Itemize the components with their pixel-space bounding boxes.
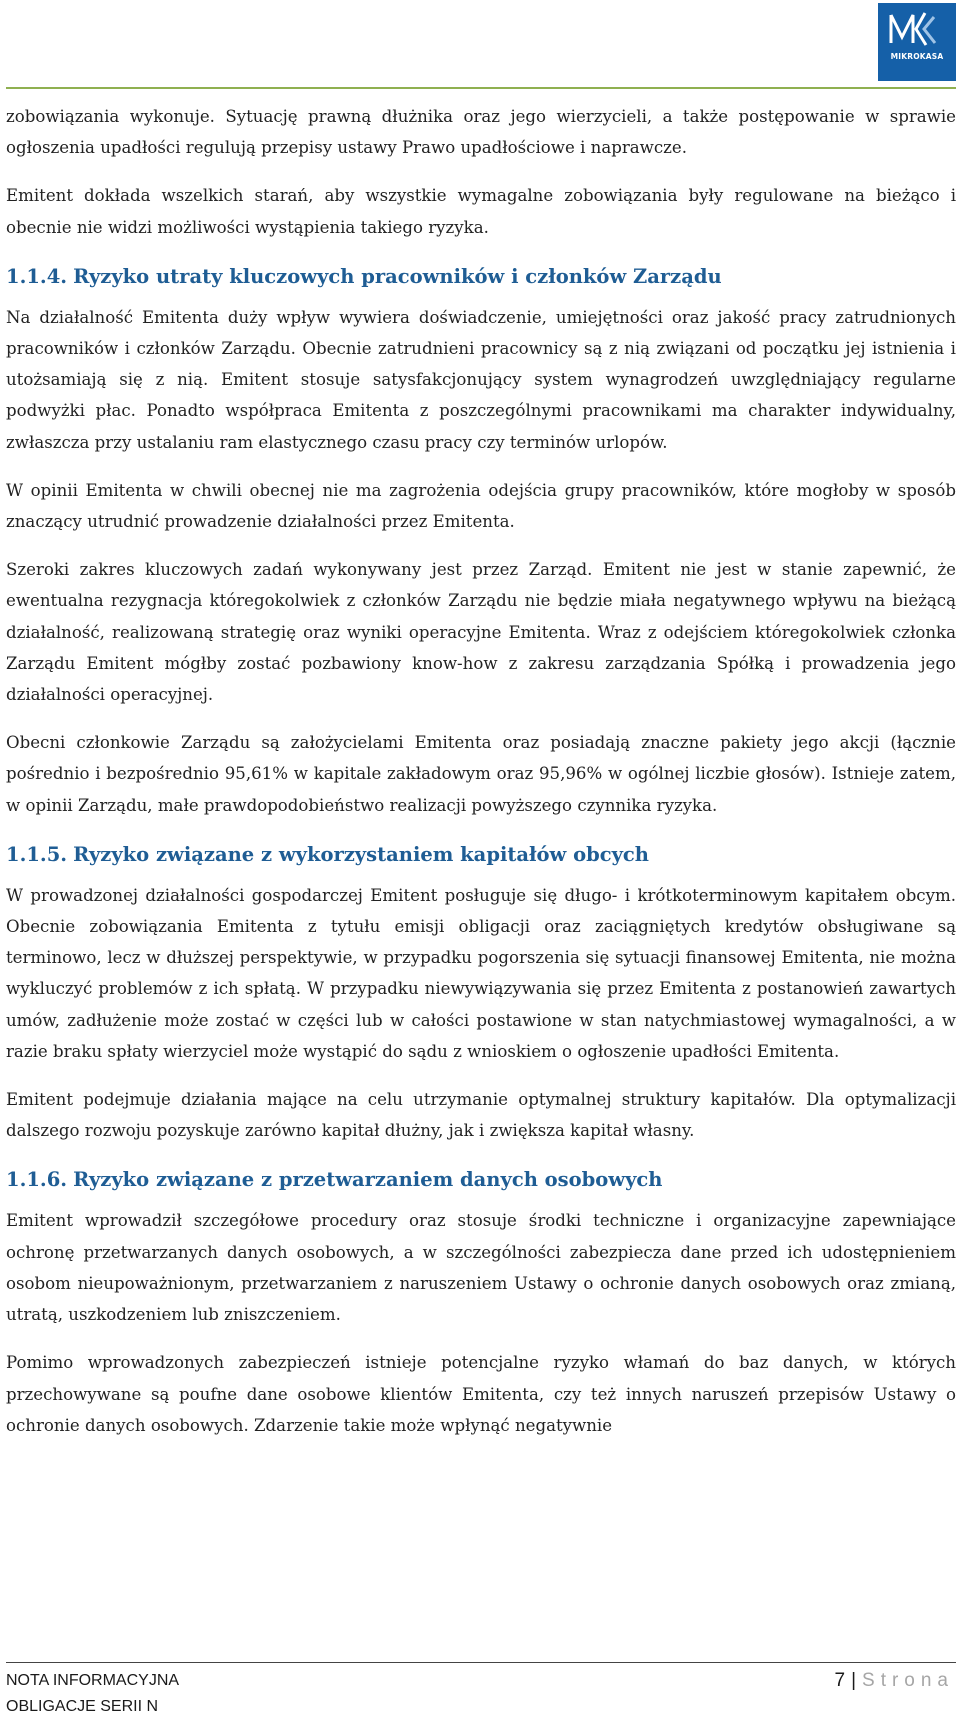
- paragraph-2: Emitent dokłada wszelkich starań, aby wszystkie wymagalne zobowiązania były regulowane na bieżąco i obecnie nie widzi możliwości wystąpienia takiego ryzyka.: [6, 186, 956, 237]
- section-1-1-5-paragraph: W prowadzonej działalności gospodarczej Emitent posługuje się długo- i krótkoterminowym kapitałem obcym. Obecnie zobowiązania Emitenta z tytułu emisji obligacji oraz zaciągniętych kredytów obsługiwane są terminowo, lecz w dłuższej perspektywie, w przypadku pogorszenia się sytuacji finansowej Emitenta, nie można wykluczyć problemów z ich spłatą. W przypadku niewywiązywania się przez Emitenta z postanowień zawartych umów, zadłużenie może zostać w części lub w całości postawione w stan natychmiastowej wymagalności, a w razie braku spłaty wierzyciel może wystąpić do sądu z wnioskiem o ogłoszenie upadłości Emitenta.: [6, 885, 956, 1061]
- section-number: 1.1.6.: [6, 1168, 68, 1192]
- logo-mark-icon: [878, 3, 956, 81]
- section-1-1-6-paragraph: Pomimo wprowadzonych zabezpieczeń istnieje potencjalne ryzyko włamań do baz danych, w których przechowywane są poufne dane osobowe klientów Emitenta, czy też innych naruszeń przepisów Ustawy o ochronie danych osobowych. Zdarzenie takie może wpłynąć negatywnie: [6, 1353, 956, 1435]
- page-label: Strona: [862, 1670, 954, 1691]
- section-1-1-4-paragraph: Szeroki zakres kluczowych zadań wykonywany jest przez Zarząd. Emitent nie jest w stanie zapewnić, że ewentualna rezygnacja któregokolwiek z członków Zarządu nie będzie miała negatywnego wpływu na bieżącą działalność, realizowaną strategię oraz wyniki operacyjne Emitenta. Wraz z odejściem któregokolwiek członka Zarządu Emitent mógłby zostać pozbawiony know-how z zakresu zarządzania Spółką i prowadzenia jego działalności operacyjnej.: [6, 560, 956, 705]
- section-title: Ryzyko związane z wykorzystaniem kapitałów obcych: [73, 842, 649, 866]
- section-number: 1.1.5.: [6, 842, 68, 866]
- page-indicator: [835, 1668, 955, 1694]
- page-separator: |: [851, 1670, 857, 1691]
- footer-document-title: [6, 1668, 179, 1720]
- section-1-1-6-paragraph: Emitent wprowadził szczegółowe procedury oraz stosuje środki techniczne i organizacyjne zapewniające ochronę przetwarzanych danych osobowych, a w szczególności zabezpiecza dane przed ich udostępnieniem osobom nieupoważnionym, przetwarzaniem z naruszeniem Ustawy o ochronie danych osobowych oraz zmianą, utratą, uszkodzeniem lub zniszczeniem.: [6, 1211, 956, 1325]
- document-body: [6, 101, 956, 1458]
- section-title: Ryzyko utraty kluczowych pracowników i członków Zarządu: [73, 264, 722, 288]
- section-heading-1-1-4: [6, 260, 956, 294]
- section-1-1-4-paragraph: Obecni członkowie Zarządu są założycielami Emitenta oraz posiadają znaczne pakiety jego akcji (łącznie pośrednio i bezpośrednio 95,61% w kapitale zakładowym oraz 95,96% w ogólnej liczbie głosów). Istnieje zatem, w opinii Zarządu, małe prawdopodobieństwo realizacji powyższego czynnika ryzyka.: [6, 733, 956, 815]
- footer-line-2: OBLIGACJE SERII N: [6, 1698, 159, 1715]
- paragraph-1: zobowiązania wykonuje. Sytuację prawną dłużnika oraz jego wierzycieli, a także postępowanie w sprawie ogłoszenia upadłości regulują przepisy ustawy Prawo upadłościowe i naprawcze.: [6, 107, 956, 158]
- footer-line-1: NOTA INFORMACYJNA: [6, 1672, 180, 1689]
- mikrokasa-logo: [878, 3, 956, 81]
- section-heading-1-1-5: [6, 838, 956, 872]
- section-1-1-4-paragraph: Na działalność Emitenta duży wpływ wywiera doświadczenie, umiejętności oraz jakość pracy zatrudnionych pracowników i członków Zarządu. Obecnie zatrudnieni pracownicy są z nią związani od początku jej istnienia i utożsamiają się z nią. Emitent stosuje satysfakcjonujący system wynagrodzeń uwzględniający regularne podwyżki płac. Ponadto współpraca Emitenta z poszczególnymi pracownikami ma charakter indywidualny, zwłaszcza przy ustalaniu ram elastycznego czasu pracy czy terminów urlopów.: [6, 307, 956, 452]
- logo-text: MIKROKASA: [890, 52, 944, 61]
- section-1-1-5-paragraph: Emitent podejmuje działania mające na celu utrzymanie optymalnej struktury kapitałów. Dla optymalizacji dalszego rozwoju pozyskuje zarówno kapitał dłużny, jak i zwiększa kapitał własny.: [6, 1090, 956, 1141]
- section-title: Ryzyko związane z przetwarzaniem danych osobowych: [73, 1168, 663, 1192]
- page-number: 7: [834, 1670, 846, 1691]
- section-number: 1.1.4.: [6, 264, 68, 288]
- header-rule: [6, 87, 956, 89]
- section-heading-1-1-6: [6, 1163, 956, 1197]
- footer-rule: [6, 1662, 956, 1663]
- section-1-1-4-paragraph: W opinii Emitenta w chwili obecnej nie ma zagrożenia odejścia grupy pracowników, które mogłoby w sposób znaczący utrudnić prowadzenie działalności przez Emitenta.: [6, 480, 956, 532]
